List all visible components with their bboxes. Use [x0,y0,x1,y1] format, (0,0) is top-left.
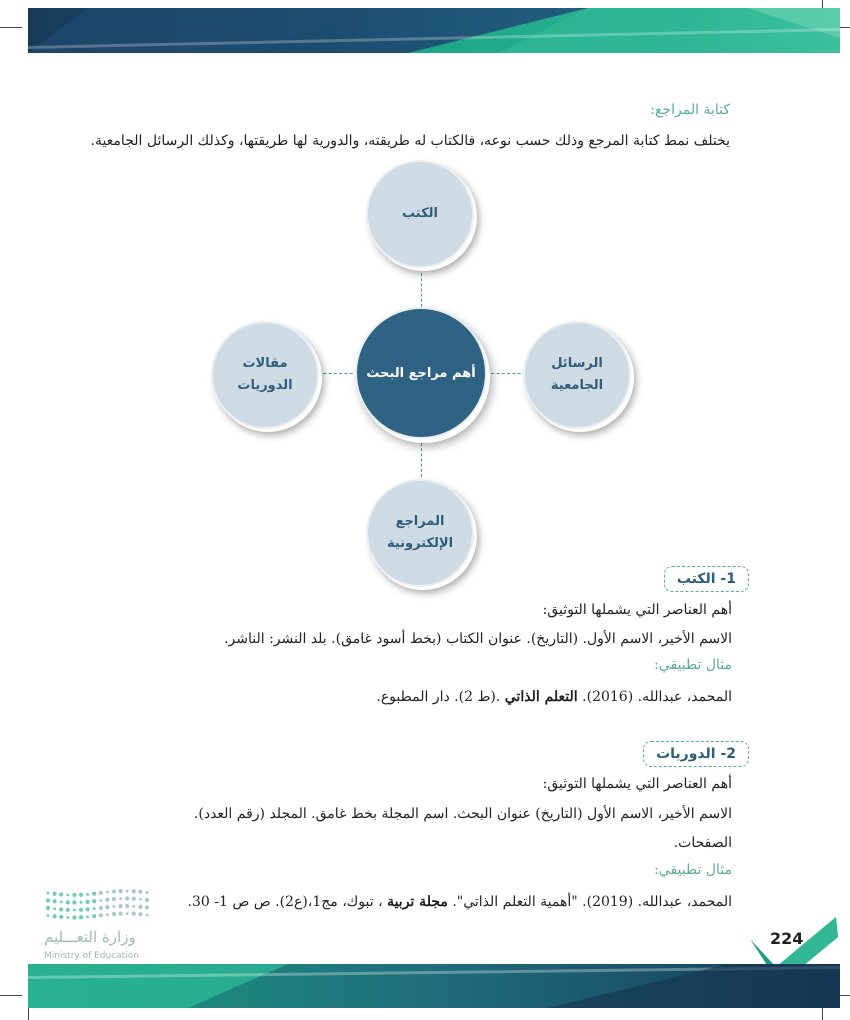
node-university-theses [523,321,631,429]
ministry-logo-dots-icon [44,888,154,922]
periodicals-example-label: مثال تطبيقي: [654,862,732,878]
periodicals-elements-line2: الصفحات. [673,835,732,851]
node-periodicals-label-line1: مقالات [242,356,288,371]
node-theses-label-line2: الجامعية [550,378,604,393]
books-example [92,686,732,708]
connector-right [486,373,526,374]
periodicals-elements-intro: أهم العناصر التي يشملها التوثيق: [542,776,732,792]
intro-paragraph: يختلف نمط كتابة المرجع وذلك حسب نوعه، فالكتاب له طريقته، والدورية لها طريقتها، وكذلك الرسائل الجامعية. [90,133,730,149]
books-example-author: المحمد، عبدالله. (2016). [582,689,732,705]
books-elements-intro: أهم العناصر التي يشملها التوثيق: [542,602,732,618]
periodicals-example-author: المحمد، عبدالله. (2019). "أهمية التعلم الذاتي". [452,894,732,910]
heading-books: 1- الكتب [676,571,736,587]
periodicals-example [112,891,732,913]
heading-books-tag [664,566,749,592]
heading-periodicals-tag [643,741,749,767]
node-center-main-references [355,307,487,439]
periodicals-elements-line1: الاسم الأخير، الاسم الأول (التاريخ) عنوان البحث. اسم المجلة بخط غامق. المجلد (رقم العدد). [193,806,732,822]
books-example-title: التعلم الذاتي [504,689,578,705]
top-banner [28,8,840,53]
node-books-label: الكتب [402,206,438,221]
connector-bottom [421,438,422,482]
bottom-banner [28,964,840,1008]
connector-left [318,373,358,374]
crop-mark [0,27,22,28]
crop-mark [0,995,22,996]
periodicals-example-journal: مجلة تربية [387,894,448,910]
node-electronic-label-line2: الإلكترونية [386,536,454,551]
books-elements: الاسم الأخير، الاسم الأول. (التاريخ). عنوان الكتاب (بخط أسود غامق). بلد النشر: الناشر. [224,631,732,647]
node-electronic-references [366,479,474,587]
node-electronic-label-line1: المراجع [395,514,445,529]
books-example-publisher: .(ط 2). دار المطبوع. [376,689,501,705]
books-example-label: مثال تطبيقي: [654,657,732,673]
heading-periodicals: 2- الدوريات [656,746,736,762]
node-books [366,160,474,268]
section-title: كتابة المراجع: [650,102,730,118]
periodicals-example-details: ، تبوك، مج1،(ع2). ص ص 1- 30. [187,894,383,910]
node-theses-label-line1: الرسائل [551,356,603,371]
page-number: 224 [770,929,804,948]
ministry-name-arabic: وزارة التعـــليم [44,928,136,946]
node-periodicals-label-line2: الدوريات [237,378,293,393]
connector-top [421,268,422,312]
node-center-label: أهم مراجع البحث [366,365,476,381]
node-periodical-articles [211,321,319,429]
ministry-name-english: Ministry of Education [44,951,139,961]
